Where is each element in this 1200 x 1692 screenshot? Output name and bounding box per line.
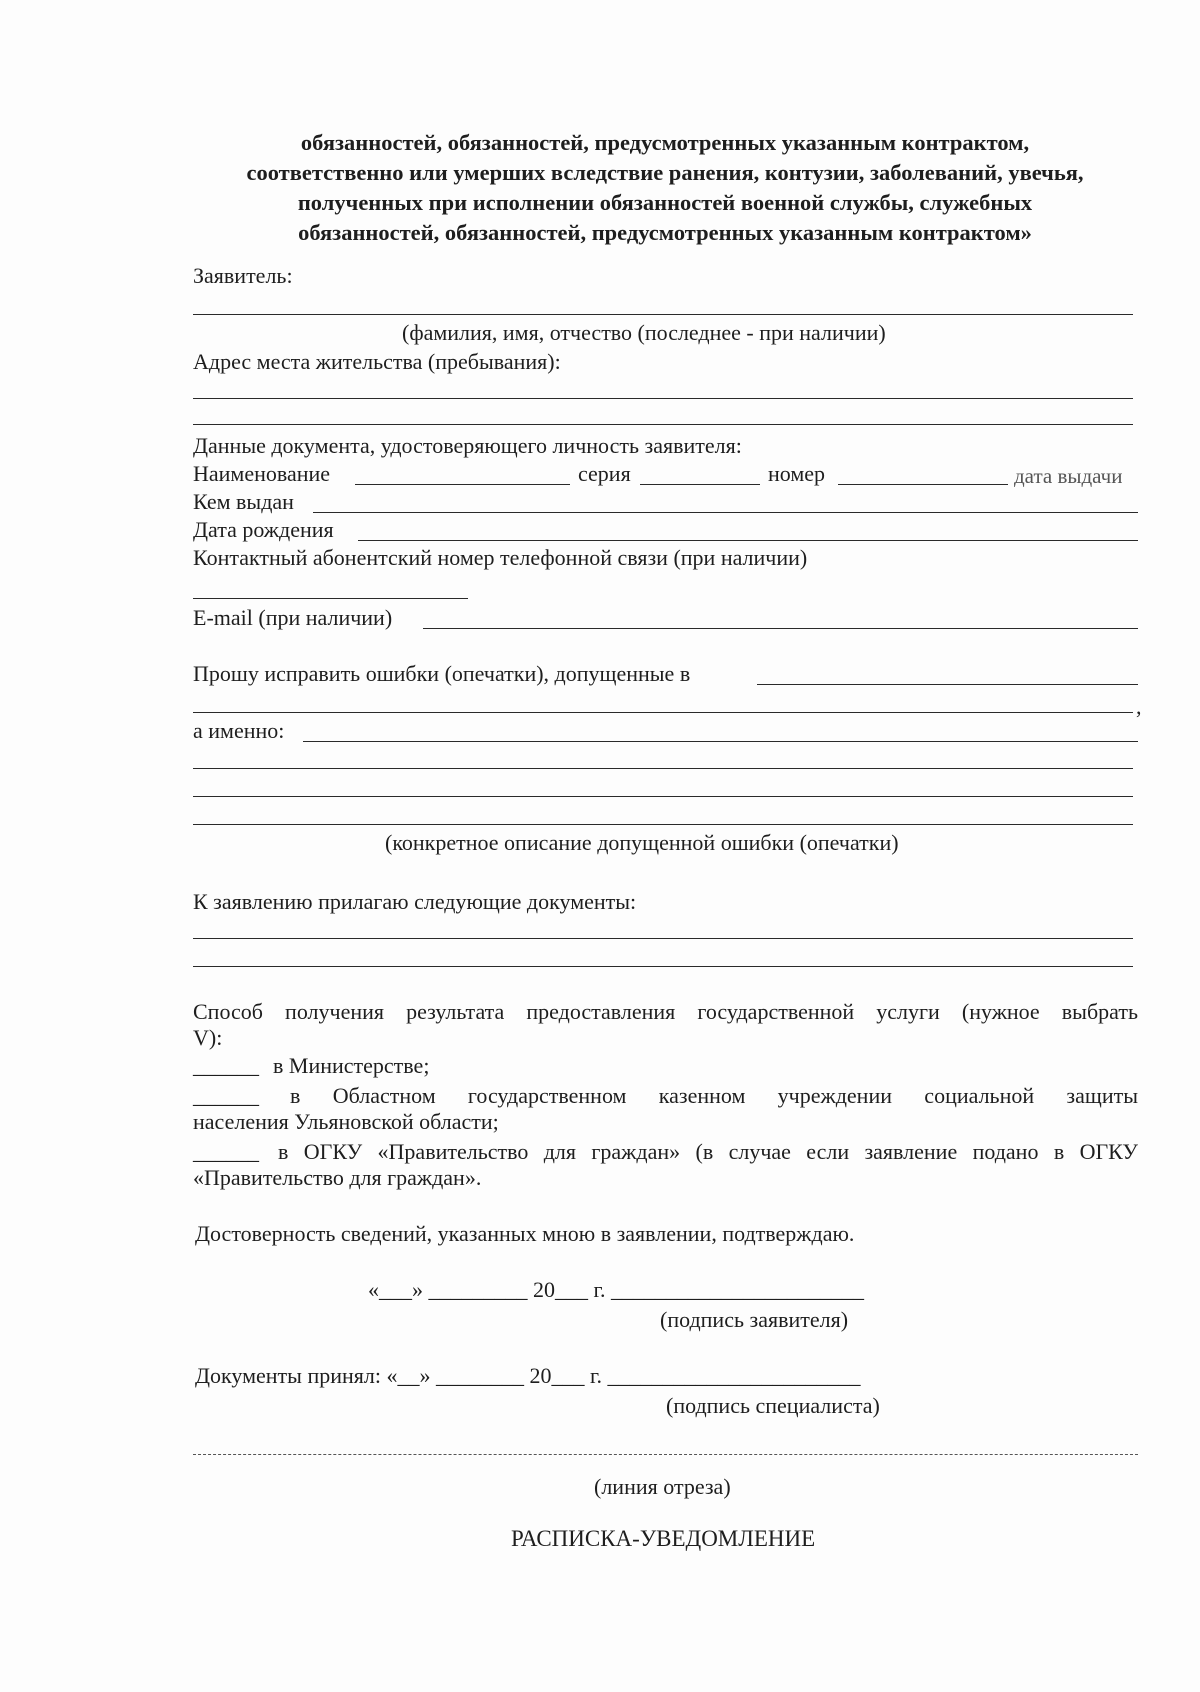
correction-document-field[interactable] — [757, 684, 1138, 685]
id-series-field[interactable] — [640, 484, 760, 485]
applicant-label: Заявитель: — [193, 263, 293, 288]
attachments-field-1[interactable] — [193, 938, 1133, 939]
acceptance-line[interactable]: Документы принял: «__» ________ 20___ г. _______________________ — [195, 1363, 861, 1388]
attachments-field-2[interactable] — [193, 966, 1133, 967]
email-field[interactable] — [423, 628, 1138, 629]
phone-label: Контактный абонентский номер телефонной связи (при наличии) — [193, 545, 808, 570]
delivery-option-2-line-1: в Областном государственном казенном учреждении социальной защиты — [290, 1083, 1138, 1108]
delivery-option-3-line-2: «Правительство для граждан». — [193, 1165, 482, 1190]
correction-comma: , — [1136, 694, 1142, 719]
receipt-title: РАСПИСКА-УВЕДОМЛЕНИЕ — [511, 1526, 816, 1551]
applicant-name-caption: (фамилия, имя, отчество (последнее - при наличии) — [402, 320, 886, 345]
id-number-label: номер — [768, 461, 826, 486]
id-issue-date-label: дата выдачи — [1014, 464, 1123, 488]
phone-field[interactable] — [193, 598, 468, 599]
address-field-1[interactable] — [193, 398, 1133, 399]
address-label: Адрес места жительства (пребывания): — [193, 349, 561, 374]
error-description-field-1[interactable] — [303, 741, 1138, 742]
birth-date-label: Дата рождения — [193, 517, 334, 542]
error-description-field-2[interactable] — [193, 768, 1133, 769]
delivery-option-3-line-1: в ОГКУ «Правительство для граждан» (в случае если заявление подано в ОГКУ — [278, 1139, 1138, 1164]
cut-line-caption: (линия отреза) — [594, 1474, 731, 1499]
id-number-field[interactable] — [838, 484, 1008, 485]
correction-document-field-2[interactable] — [193, 712, 1133, 713]
delivery-option-2-checkbox[interactable]: ______ — [193, 1083, 259, 1108]
delivery-option-3-checkbox[interactable]: ______ — [193, 1139, 259, 1164]
delivery-intro-line-1: Способ получения результата предоставления государственной услуги (нужное выбрать — [193, 999, 1138, 1024]
error-description-caption: (конкретное описание допущенной ошибки (опечатки) — [385, 830, 899, 855]
confirmation-text: Достоверность сведений, указанных мною в заявлении, подтверждаю. — [195, 1221, 855, 1246]
issued-by-field[interactable] — [313, 512, 1138, 513]
id-name-label: Наименование — [193, 461, 331, 486]
id-document-title: Данные документа, удостоверяющего личность заявителя: — [193, 433, 742, 458]
id-series-label: серия — [578, 461, 631, 486]
attachments-label: К заявлению прилагаю следующие документы: — [193, 889, 637, 914]
namely-label: а именно: — [193, 718, 285, 743]
delivery-intro-line-2: V): — [193, 1025, 223, 1050]
correction-request-label: Прошу исправить ошибки (опечатки), допущенные в — [193, 661, 691, 686]
heading-line-3: полученных при исполнении обязанностей военной службы, служебных — [297, 190, 1033, 215]
heading-line-2: соответственно или умерших вследствие ранения, контузии, заболеваний, увечья, — [246, 160, 1084, 185]
delivery-option-1-label: в Министерстве; — [273, 1053, 430, 1078]
error-description-field-4[interactable] — [193, 824, 1133, 825]
specialist-signature-caption: (подпись специалиста) — [666, 1393, 880, 1418]
issued-by-label: Кем выдан — [193, 489, 294, 514]
delivery-option-2-line-2: населения Ульяновской области; — [193, 1109, 499, 1134]
id-name-field[interactable] — [355, 484, 570, 485]
birth-date-field[interactable] — [358, 540, 1138, 541]
address-field-2[interactable] — [193, 424, 1133, 425]
heading-line-1: обязанностей, обязанностей, предусмотренных указанным контрактом, — [300, 130, 1030, 155]
cut-line — [193, 1454, 1138, 1455]
heading-line-4: обязанностей, обязанностей, предусмотренных указанным контрактом» — [298, 220, 1032, 245]
delivery-option-1-checkbox[interactable]: ______ — [193, 1053, 259, 1078]
email-label: E-mail (при наличии) — [193, 605, 393, 630]
error-description-field-3[interactable] — [193, 796, 1133, 797]
applicant-date-signature-line[interactable]: «___» _________ 20___ г. _______________________ — [368, 1277, 865, 1302]
applicant-signature-caption: (подпись заявителя) — [660, 1307, 849, 1332]
applicant-name-field[interactable] — [193, 314, 1133, 315]
document-heading — [190, 128, 1140, 248]
